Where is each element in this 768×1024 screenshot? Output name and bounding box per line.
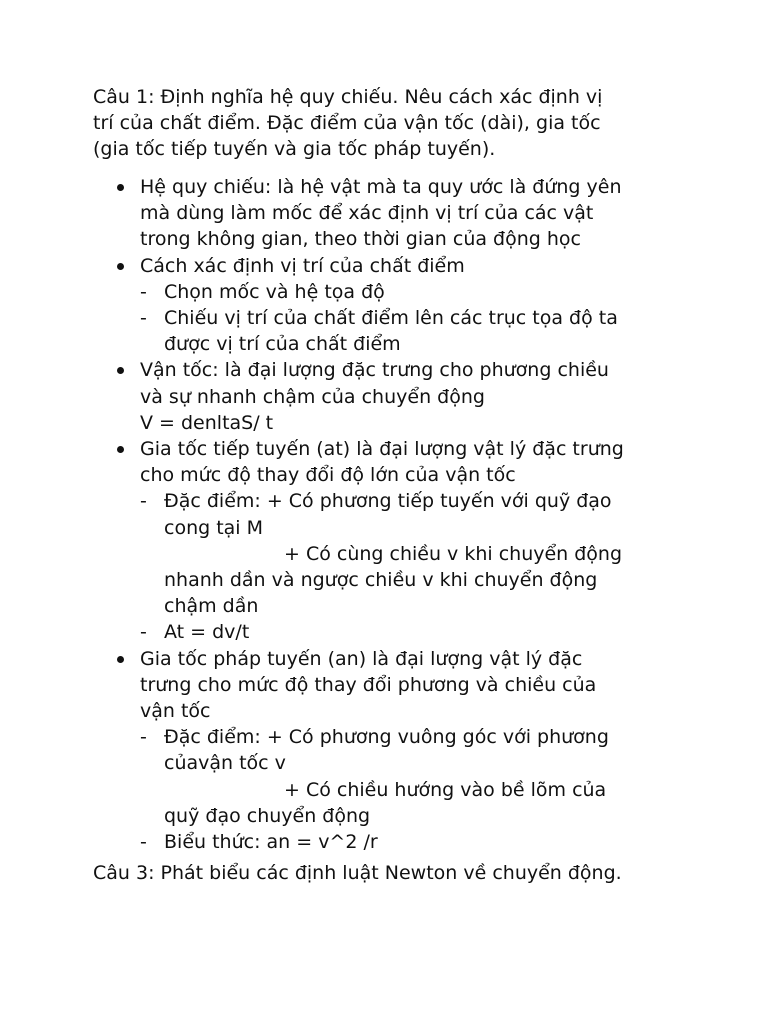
question-1-heading	[93, 84, 693, 163]
text-line: Chọn mốc và hệ tọa độ	[164, 280, 385, 303]
text-line: củavận tốc v	[164, 752, 286, 775]
text-line: chậm dần	[164, 595, 259, 618]
text-line: trí của chất điểm. Đặc điểm của vận tốc (dài), gia tốc	[93, 112, 601, 135]
dash-icon: -	[140, 621, 147, 644]
dash-icon: -	[140, 490, 147, 513]
text-line: mà dùng làm mốc để xác định vị trí của các vật	[140, 202, 594, 225]
text-line: cho mức độ thay đổi độ lớn của vận tốc	[140, 464, 516, 487]
sub-list	[140, 488, 701, 645]
text-line: trong không gian, theo thời gian của động học	[140, 228, 581, 251]
sub-list	[140, 279, 701, 358]
dash-icon: -	[140, 307, 147, 330]
text-line: Câu 1: Định nghĩa hệ quy chiếu. Nêu cách xác định vị	[93, 86, 603, 108]
sub-item	[140, 279, 701, 305]
dash-icon: -	[140, 831, 147, 854]
answer-bullet-list	[111, 174, 701, 855]
text-line: Hệ quy chiếu: là hệ vật mà ta quy ước là đứng yên	[140, 176, 622, 198]
bullet-icon	[117, 184, 124, 191]
bullet-icon	[117, 446, 124, 453]
bullet-item-velocity	[111, 357, 701, 436]
bullet-icon	[117, 367, 124, 374]
bullet-item-reference-frame	[111, 174, 701, 253]
text-line: Cách xác định vị trí của chất điểm	[140, 254, 465, 277]
text-line: Đặc điểm: + Có phương vuông góc với phương	[164, 726, 609, 749]
text-line: + Có cùng chiều v khi chuyển động	[284, 542, 623, 565]
bullet-item-position	[111, 253, 701, 358]
bullet-item-normal-acceleration	[111, 646, 701, 856]
text-line: Câu 3: Phát biểu các định luật Newton về chuyển động.	[93, 862, 622, 884]
dash-icon: -	[140, 726, 147, 749]
sub-item	[140, 619, 701, 645]
normal-formula: Biểu thức: an = v^2 /r	[164, 831, 378, 854]
sub-item	[140, 829, 701, 855]
text-line: nhanh dần và ngược chiều v khi chuyển động	[164, 569, 598, 592]
bullet-icon	[117, 263, 124, 270]
text-line: trưng cho mức độ thay đổi phương và chiều của	[140, 673, 597, 696]
sub-item	[140, 305, 701, 357]
bullet-icon	[117, 656, 124, 663]
text-line: và sự nhanh chậm của chuyển động	[140, 385, 485, 408]
text-line: được vị trí của chất điểm	[164, 333, 401, 356]
text-line: vận tốc	[140, 700, 211, 723]
text-line: Đặc điểm: + Có phương tiếp tuyến với quỹ đạo	[164, 490, 612, 513]
sub-item	[140, 724, 701, 829]
text-line: Chiếu vị trí của chất điểm lên các trục tọa độ ta	[164, 307, 618, 330]
text-line: + Có chiều hướng vào bề lõm của	[284, 778, 607, 801]
text-line: Gia tốc pháp tuyến (an) là đại lượng vật lý đặc	[140, 647, 583, 670]
text-line: Vận tốc: là đại lượng đặc trưng cho phương chiều	[140, 359, 609, 382]
tangential-formula: At = dv/t	[164, 621, 250, 644]
text-line: Gia tốc tiếp tuyến (at) là đại lượng vật lý đặc trưng	[140, 438, 624, 461]
velocity-formula: V = denltaS/ t	[140, 411, 274, 434]
dash-icon: -	[140, 280, 147, 303]
text-line: (gia tốc tiếp tuyến và gia tốc pháp tuyến).	[93, 138, 496, 161]
text-line: cong tại M	[164, 516, 264, 539]
bullet-item-tangential-acceleration	[111, 436, 701, 646]
text-line: quỹ đạo chuyển động	[164, 804, 371, 827]
sub-item	[140, 488, 701, 619]
sub-list	[140, 724, 701, 855]
question-3-heading	[93, 860, 693, 886]
